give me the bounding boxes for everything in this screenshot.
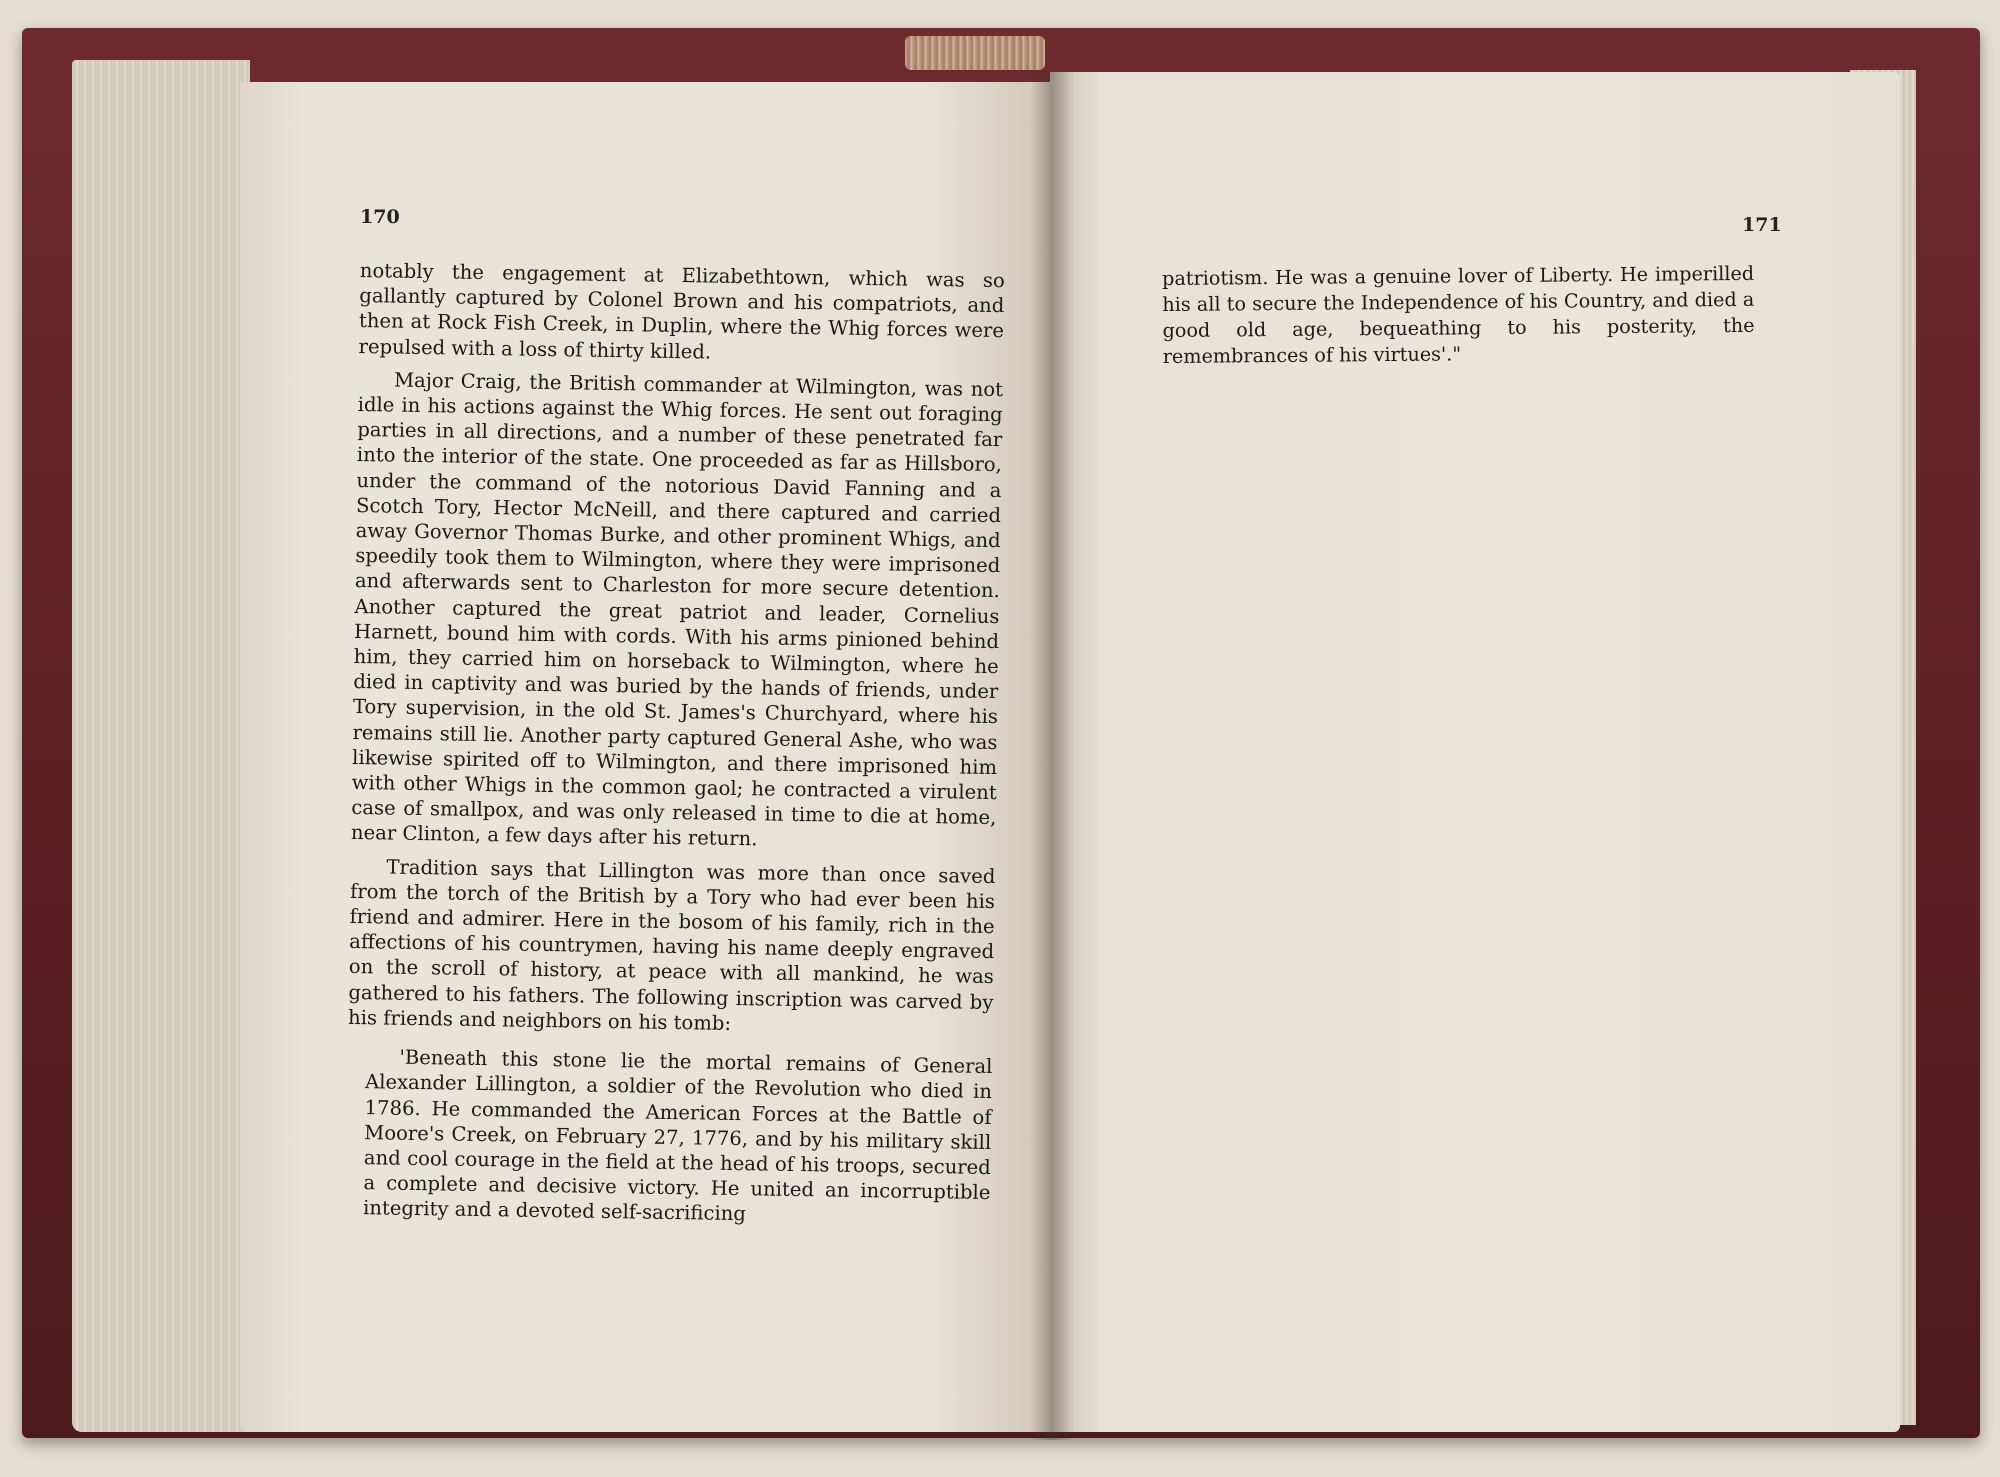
- paragraph: notably the engagement at Elizabethtown, which was so gallantly captured by Colonel Brown and his compatriots, and then at Rock Fish Creek, in Duplin, where the Whig forces were repulsed with a loss of thirty killed.: [358, 258, 1005, 364]
- gutter-shadow: [1030, 72, 1074, 1440]
- right-page-text: [1162, 261, 1755, 378]
- paragraph: patriotism. He was a genuine lover of Liberty. He imperilled his all to secure the Independence of his Country, and died a good old age, bequeathing to his posterity, the remembrances of his virtues'.": [1162, 261, 1755, 368]
- tomb-inscription: 'Beneath this stone lie the mortal remains of General Alexander Lillington, a soldier of the Revolution who died in 1786. He commanded the American Forces at the Battle of Moore's Creek, on February 27, 1776, and by his military skill and cool courage in the field at the head of his troops, secured a complete and decisive victory. He united an incorruptible integrity and a devoted self-sacrificing: [362, 1045, 993, 1226]
- left-page-number: 170: [360, 206, 400, 228]
- headband: [905, 36, 1045, 70]
- paragraph: Major Craig, the British commander at Wilmington, was not idle in his actions against the Whig forces. He sent out foraging parties in all directions, and a number of these penetrated far into the interior of the state. One proceeded as far as Hillsboro, under the command of the notorious David Fanning and a Scotch Tory, Hector McNeill, and there captured and carried away Governor Thomas Burke, and other prominent Whigs, and speedily took them to Wilmington, where they were imprisoned and afterwards sent to Charleston for more secure detention. Another captured the great patriot and leader, Cornelius Harnett, bound him with cords. With his arms pinioned behind him, they carried him on horseback to Wilmington, where he died in captivity and was buried by the hands of friends, under Tory supervision, in the old St. James's Churchyard, where his remains still lie. Another party captured General Ashe, who was likewise spirited off to Wilmington, and there imprisoned him with other Whigs in the common gaol; he contracted a virulent case of smallpox, and was only released in time to die at home, near Clinton, a few days after his return.: [350, 368, 1004, 851]
- left-page-text: [345, 258, 1005, 1231]
- paragraph: Tradition says that Lillington was more than once saved from the torch of the British by a Tory who had ever been his friend and admirer. Here in the bosom of his family, rich in the affections of his countrymen, having his name deeply engraved on the scroll of history, at peace with all mankind, he was gathered to his fathers. The following inscription was carved by his friends and neighbors on his tomb:: [347, 855, 996, 1035]
- page-edges-left: [72, 60, 250, 1432]
- right-page-number: 171: [1742, 214, 1782, 236]
